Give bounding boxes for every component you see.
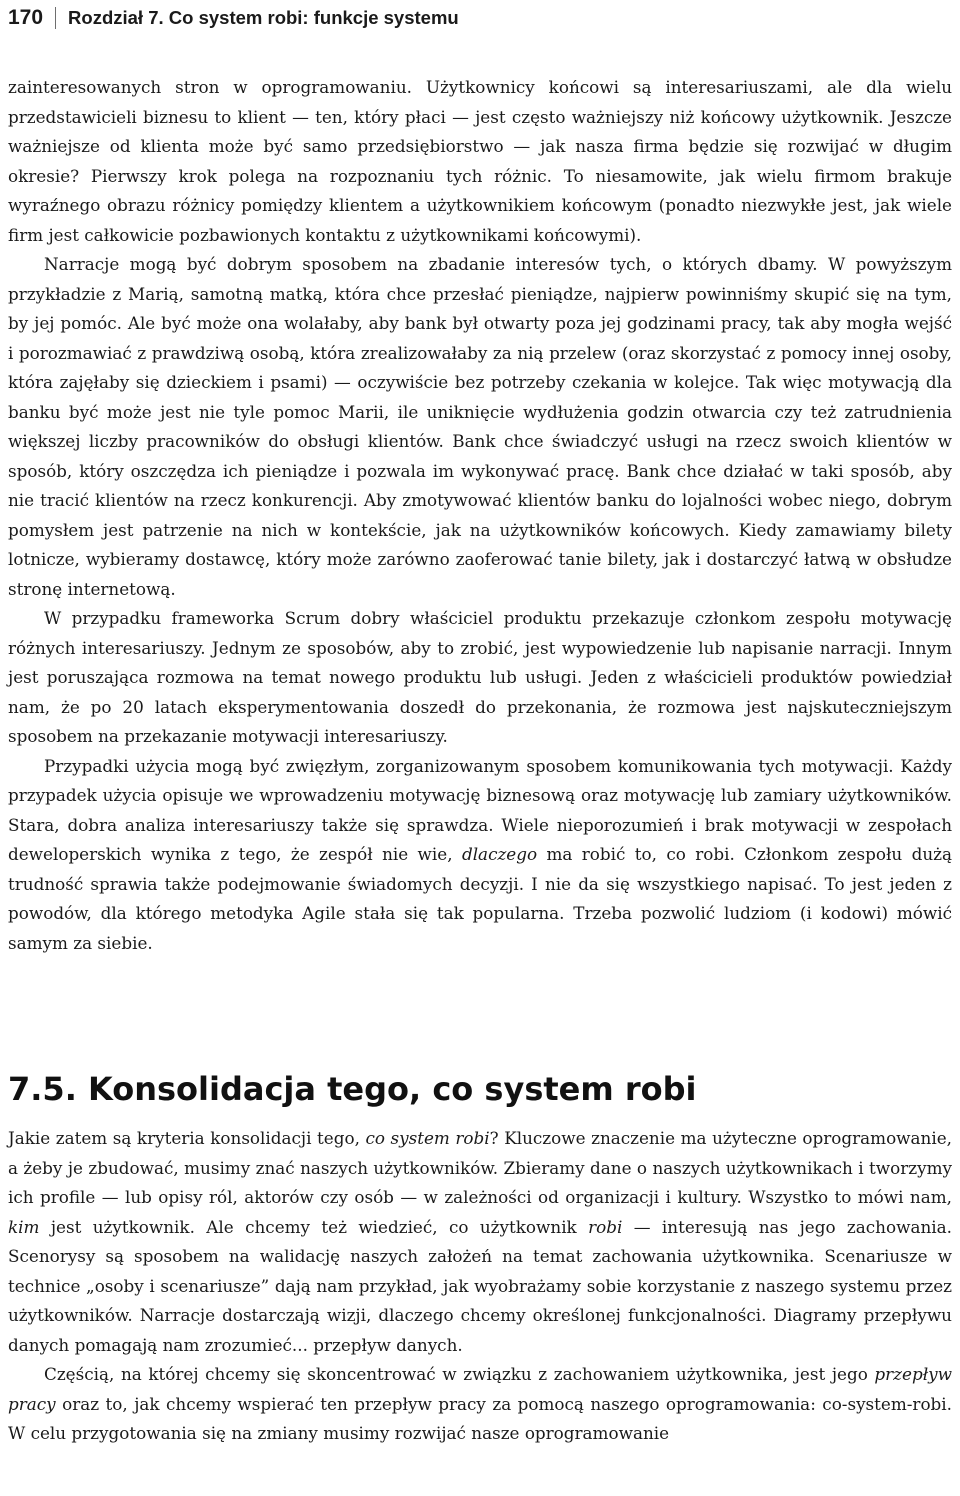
page-number: 170 — [8, 6, 44, 29]
paragraph-6-text-a: Częścią, na której chcemy się skoncentrować w związku z zachowaniem użytkownika, jest jego — [44, 1364, 868, 1384]
paragraph-5-text-d: — interesują nas jego zachowania. Scenorysy są sposobem na walidację naszych założeń na temat zachowania użytkownika. Scenariusze w technice „osoby i scenariusze” dają nam przykład, jak wyobrażamy sobie korzystanie z naszego systemu przez użytkowników. Narracje dostarczają wizji, dlaczego chcemy określonej funkcjonalności. Diagramy przepływu danych pomagają nam zrozumieć... przepływ danych. — [8, 1216, 952, 1355]
chapter-title: Rozdział 7. Co system robi: funkcje systemu — [68, 7, 459, 28]
paragraph-3: W przypadku frameworka Scrum dobry właściciel produktu przekazuje członkom zespołu motywację różnych interesariuszy. Jednym ze sposobów, aby to zrobić, jest wypowiedzenie lub napisanie narracji. Innym jest poruszająca rozmowa na temat nowego produktu lub usługi. Jeden z właścicieli produktów powiedział nam, że po 20 latach eksperymentowania doszedł do przekonania, że rozmowa jest najskuteczniejszym sposobem na przekazanie motywacji interesariuszy. — [8, 608, 952, 746]
body-text-upper — [8, 73, 952, 958]
running-header — [8, 6, 459, 30]
paragraph-6 — [8, 1360, 952, 1449]
paragraph-5-text-c: jest użytkownik. Ale chcemy też wiedzieć, co użytkownik — [50, 1216, 577, 1237]
paragraph-4-text-a: Przypadki użycia mogą być zwięzłym, zorganizowanym sposobem komunikowania tych motywacji. Każdy przypadek użycia opisuje we wprowadzeniu motywację biznesową oraz motywację lub zamiary użytkowników. Stara, dobra analiza interesariuszy także się sprawdza. Wiele nieporozumień i brak motywacji w zespołach deweloperskich wynika z tego, że zespół nie wie, — [8, 755, 952, 864]
paragraph-5-emphasis-b: kim — [8, 1216, 40, 1237]
paragraph-4-emphasis: dlaczego — [461, 844, 538, 864]
paragraph-5-emphasis-c: robi — [588, 1216, 623, 1237]
paragraph-5-emphasis-a: co system robi — [365, 1128, 490, 1148]
paragraph-6-emphasis: przepływ pracy — [8, 1364, 952, 1414]
paragraph-1: zainteresowanych stron w oprogramowaniu. Użytkownicy końcowi są interesariuszami, ale dla wielu przedstawicieli biznesu to klient — ten, który płaci — jest często ważniejszy niż końcowy użytkownik. Jeszcze ważniejsze od klienta może być samo przedsiębiorstwo — jak nasza firma będzie się rozwijać w długim okresie? Pierwszy krok polega na rozpoznaniu tych różnic. To niesamowite, jak wielu firmom brakuje wyraźnego obrazu różnicy pomiędzy klientem a użytkownikiem końcowym (ponadto niezwykłe jest, jak wiele firm jest całkowicie pozbawionych kontaktu z użytkownikami końcowymi). — [8, 77, 952, 245]
section-heading: 7.5. Konsolidacja tego, co system robi — [8, 1070, 697, 1108]
paragraph-5-text-b: ? Kluczowe znaczenie ma użyteczne oprogramowanie, a żeby je zbudować, musimy znać naszych użytkowników. Zbieramy dane o naszych użytkownikach i tworzymy ich profile — lub opisy ról, aktorów czy osób — w zależności od organizacji i kultury. Wszystko to mówi nam, — [8, 1128, 952, 1207]
header-divider — [55, 7, 56, 29]
paragraph-6-text-b: oraz to, jak chcemy wspierać ten przepływ pracy za pomocą naszego oprogramowania: co-system-robi. W celu przygotowania się na zmiany musimy rozwijać nasze oprogramowanie — [8, 1393, 953, 1443]
paragraph-4-text-b: ma robić to, co robi. Członkom zespołu dużą trudność sprawia także podejmowanie świadomych decyzji. I nie da się wszystkiego napisać. To jest jeden z powodów, dla którego metodyka Agile stała się tak popularna. Trzeba pozwolić ludziom (i kodowi) mówić samym za siebie. — [8, 844, 953, 953]
paragraph-5-text-a: Jakie zatem są kryteria konsolidacji tego, — [8, 1128, 360, 1148]
paragraph-5 — [8, 1124, 952, 1360]
body-text-lower — [8, 1124, 952, 1449]
paragraph-2: Narracje mogą być dobrym sposobem na zbadanie interesów tych, o których dbamy. W powyższym przykładzie z Marią, samotną matką, która chce przesłać pieniądze, najpierw powinniśmy skupić się na tym, by jej pomóc. Ale być może ona wolałaby, aby bank był otwarty poza jej godzinami pracy, tak aby mogła wejść i porozmawiać z prawdziwą osobą, która zrealizowałaby za nią przelew (oraz skorzystać z pomocy innej osoby, która zajęłaby się dzieckiem i psami) — oczywiście bez potrzeby czekania w kolejce. Tak więc motywacją dla banku być może jest nie tyle pomoc Marii, ile uniknięcie wydłużenia godzin otwarcia czy też zatrudnienia większej liczby pracowników do obsługi klientów. Bank chce świadczyć usługi na rzecz swoich klientów w sposób, który oszczędza ich pieniądze i pozwala im wykonywać pracę. Bank chce działać w taki sposób, aby nie tracić klientów na rzecz konkurencji. Aby zmotywować klientów banku do lojalności wobec niego, dobrym pomysłem jest patrzenie na nich w kontekście, jak na użytkowników końcowych. Kiedy zamawiamy bilety lotnicze, wybieramy dostawcę, który może zarówno zaoferować tanie bilety, jak i dostarczyć łatwą w obsłudze stronę internetową. — [8, 254, 952, 599]
paragraph-4 — [8, 752, 952, 959]
